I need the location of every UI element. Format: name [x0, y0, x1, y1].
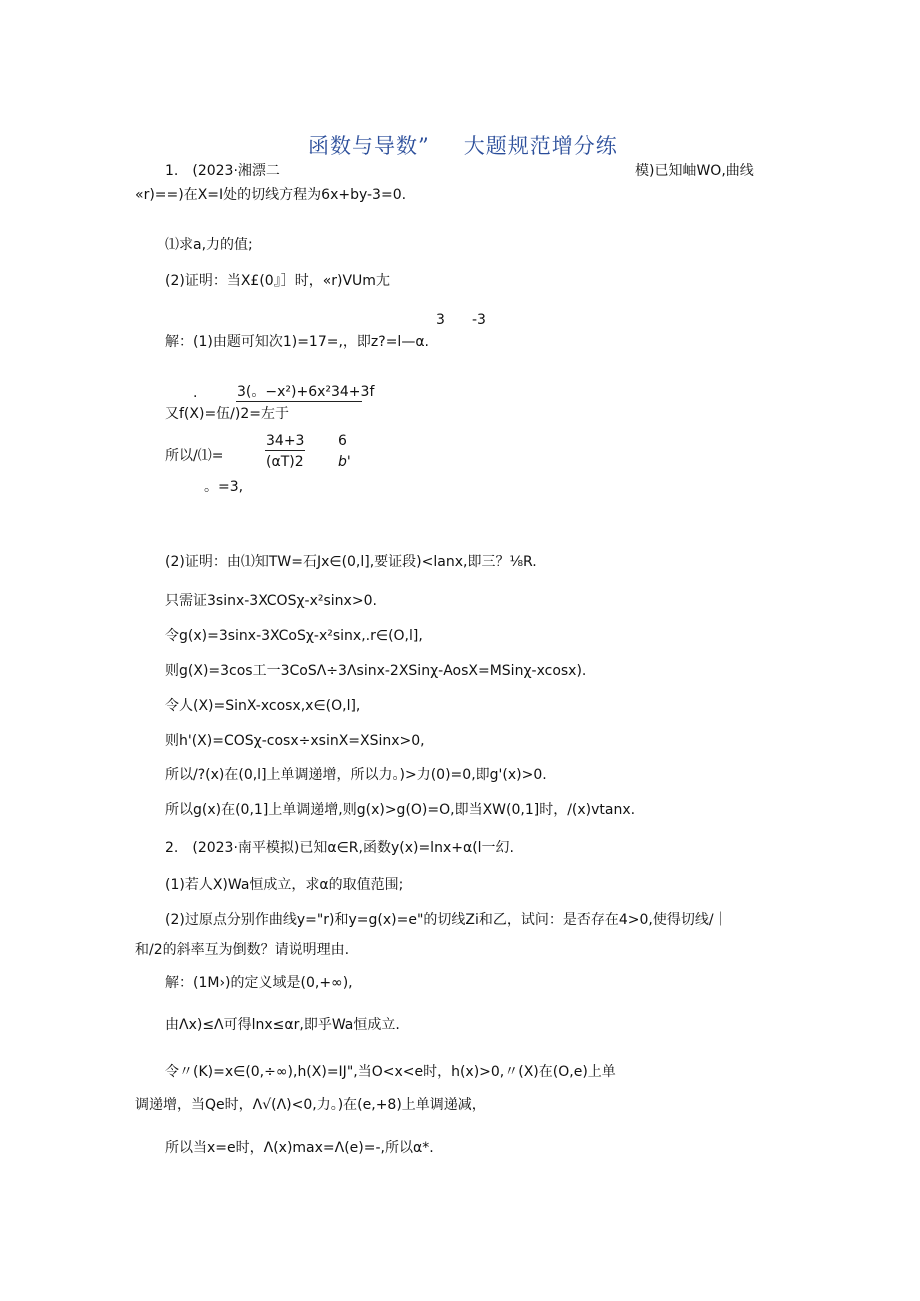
fraction-denominator: (αT)2 [266, 454, 304, 470]
title-part-1: 函数与导数” [308, 134, 430, 158]
dot-mark: . [193, 385, 198, 401]
problem-1-heading-right: 模)已知岫WO,曲线 [635, 163, 754, 179]
problem-1-heading: 1. (2023·湘漂二 [165, 163, 280, 179]
solution-2-line: 解：(1M›)的定义域是(0,+∞), [165, 975, 353, 991]
g-derivative: 则g(X)=3cos工一3CoSΛ÷3Λsinx-2XSinχ-AosX=MSinχ-xcosx). [165, 663, 587, 679]
therefore-label: 所以/⑴= [165, 448, 224, 464]
derivative-numerator: 3(。−x²)+6x²34+3f [237, 384, 375, 400]
maximum-line: 所以当x=e时，Λ(x)max=Λ(e)=-,所以α*. [165, 1140, 434, 1156]
fraction-bar-1 [236, 401, 362, 402]
fraction-numerator: 34+3 [266, 433, 305, 449]
define-phi: 令〃(K)=x∈(0,÷∞),h(X)=IJ",当O<x<e时，h(x)>0,〃(X)在(O,e)上单 [165, 1064, 616, 1080]
derivative-line: 又f(X)=伍/)2=左于 [165, 406, 289, 422]
problem-1-question-2: (2)证明：当X£(0』］时，«r)VUm尢 [165, 273, 390, 289]
h-increasing: 所以/?(x)在(0,l]上单调递增，所以力。)>力(0)=0,即g'(x)>0. [165, 767, 547, 783]
value-b: b' [338, 454, 351, 470]
need-to-prove: 只需证3sinx-3XCOSχ-x²sinx>0. [165, 593, 377, 609]
page-title [308, 130, 618, 160]
h-derivative: 则h'(X)=COSχ-cosx÷xsinX=XSinx>0, [165, 733, 425, 749]
inequality-line: 由Λx)≤Λ可得lnx≤αr,即乎Wa恒成立. [165, 1017, 400, 1033]
g-increasing: 所以g(x)在(0,1]上单调递增,则g(x)>g(O)=O,即当XW(0,1]时，/(x)vtanx. [165, 802, 636, 818]
title-part-2: 大题规范增分练 [463, 134, 618, 158]
define-g: 令g(x)=3sinx-3XCoSχ-x²sinx,.r∈(O,l], [165, 628, 423, 644]
define-h: 令人(X)=SinX-xcosx,x∈(O,l], [165, 698, 361, 714]
problem-2-heading: 2. (2023·南平模拟)已知α∈R,函数y(x)=lnx+α(l一幻. [165, 840, 514, 856]
solution-1-line: 解：(1)由题可知次1)=17=,，即z?=l—α. [165, 334, 430, 350]
fraction-top-2: -3 [472, 312, 486, 328]
problem-2-question-2: (2)过原点分别作曲线y="r)和y=g(x)=e"的切线Zi和乙，试问：是否存在4>0,使得切线/｜ [165, 912, 728, 928]
fraction-bar-2 [265, 450, 305, 451]
monotonic-line: 调递增，当Qe时，Λ√(Λ)<0,力。)在(e,+8)上单调递减， [135, 1097, 486, 1113]
a-equals-3: 。=3, [204, 479, 244, 495]
problem-2-question-1: (1)若人X)Wa恒成立，求α的取值范围; [165, 877, 404, 893]
problem-1-proof: (2)证明：由⑴知TW=石Jx∈(0,l],要证段)<lanx,即三？⅛R. [165, 554, 537, 570]
fraction-top-1: 3 [436, 312, 445, 328]
problem-2-question-2-cont: 和/2的斜率互为倒数？请说明理由. [135, 942, 350, 958]
value-six: 6 [338, 433, 347, 449]
problem-1-question-1: ⑴求a,力的值; [165, 237, 253, 253]
problem-1-line-2: «r)==)在X=I处的切线方程为6x+by-3=0. [135, 187, 407, 203]
